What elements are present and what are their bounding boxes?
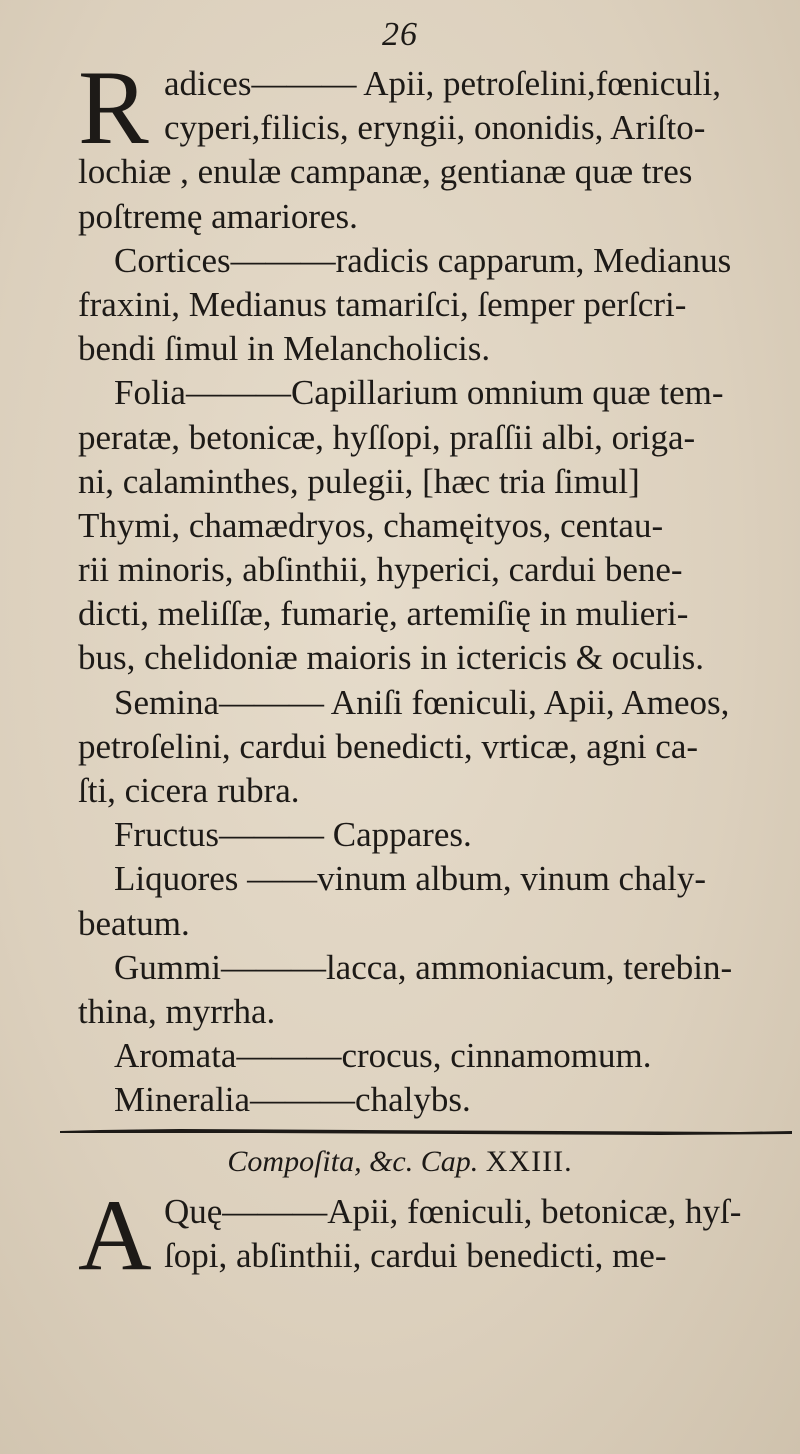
chapter-text-block — [78, 1179, 788, 1292]
text-line: Aromata———crocus, cinnamomum. — [114, 1036, 652, 1076]
text-line: rii minoris, abſinthii, hyperici, cardui bene- — [78, 550, 683, 590]
entry-semina — [78, 681, 788, 814]
drop-cap-letter: A — [78, 1179, 152, 1292]
text-line: ni, calaminthes, pulegii, [hæc tria ſimul] — [78, 461, 640, 501]
text-line: lochiæ , enulæ campanæ, gentianæ quæ tres — [78, 152, 693, 192]
entry-mineralia — [78, 1078, 788, 1122]
text-line: Semina——— Aniſi fœniculi, Apii, Ameos, — [114, 682, 730, 722]
text-line: ſopi, abſinthii, cardui benedicti, me- — [164, 1236, 667, 1276]
text-line: Quę———Apii, fœniculi, betonicæ, hyſ- — [164, 1192, 742, 1231]
chapter-opening-paragraph — [78, 1179, 788, 1292]
text-line: bus, chelidoniæ maioris in ictericis & oculis. — [78, 638, 705, 678]
text-line: cyperi,filicis, eryngii, ononidis, Ariſto- — [164, 108, 706, 148]
text-line: fraxini, Medianus tamariſci, ſemper perſcri- — [78, 284, 687, 324]
text-line: peratæ, betonicæ, hyſſopi, praſſii albi, origa- — [78, 417, 696, 457]
text-line: Folia———Capillarium omnium quæ tem- — [114, 373, 724, 413]
entry-folia — [78, 371, 788, 680]
text-line: beatum. — [78, 903, 190, 943]
chapter-number: XXIII. — [485, 1145, 573, 1178]
entry-liquores — [78, 857, 788, 945]
main-text-block — [78, 49, 788, 1123]
text-line: petroſelini, cardui benedicti, vrticæ, agni ca- — [78, 726, 699, 766]
entry-gummi — [78, 946, 788, 1034]
text-line: dicti, meliſſæ, fumarię, artemiſię in mulieri- — [78, 594, 689, 634]
chapter-heading — [0, 1145, 800, 1179]
entry-cortices — [78, 239, 788, 372]
text-line: Fructus——— Cappares. — [114, 815, 472, 855]
chapter-heading-text: Compoſita, &c. Cap. — [227, 1145, 479, 1178]
text-line: Cortices———radicis capparum, Medianus — [114, 240, 732, 280]
text-line: Thymi, chamædryos, chamęityos, centau- — [78, 505, 664, 545]
opening-paragraph — [78, 49, 788, 239]
text-line: Liquores ——vinum album, vinum chaly- — [114, 859, 706, 899]
text-line: poſtremę amariores. — [78, 196, 358, 236]
text-line: Gummi———lacca, ammoniacum, terebin- — [114, 947, 733, 987]
page-number: 26 — [382, 16, 418, 53]
entry-fructus — [78, 813, 788, 857]
text-line: adices——— Apii, petroſelini,fœniculi, — [164, 64, 721, 103]
text-line: ſti, cicera rubra. — [78, 771, 300, 810]
drop-cap-letter: R — [78, 49, 149, 166]
text-line: bendi ſimul in Melancholicis. — [78, 329, 491, 369]
entry-aromata — [78, 1034, 788, 1078]
text-line: Mineralia———chalybs. — [114, 1080, 471, 1120]
text-line: thina, myrrha. — [78, 991, 276, 1031]
section-divider-rule — [60, 1122, 792, 1138]
